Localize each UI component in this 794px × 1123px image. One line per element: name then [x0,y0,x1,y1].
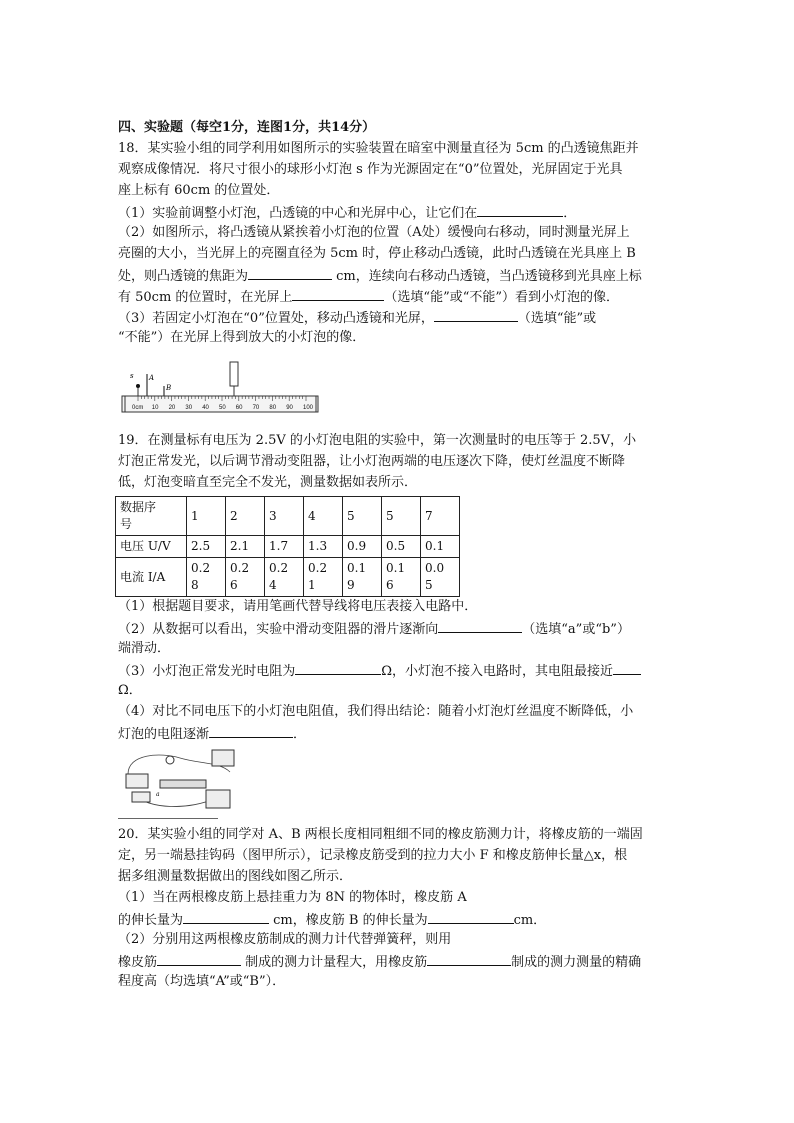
table-cell [304,558,343,597]
q18-text-c: 有 50cm 的位置时，在光屏上 [118,290,293,305]
ruler-label: 20 [168,405,176,411]
cell-bottom: 6 [230,578,238,592]
table-cell: 5 [343,497,382,536]
q20-blank-1[interactable] [183,910,269,924]
q19-text-d: Ω，小灯泡不接入电路时，其电阻最接近 [381,664,614,679]
q18-part-2-line-4 [118,287,619,307]
q18-part-1 [118,203,576,223]
q19-part-4-line-1: （4）对比不同电压下的小灯泡电阻值，我们得出结论：随着小灯泡灯丝温度不断降低，小 [118,704,634,719]
table-cell: 3 [265,497,304,536]
table-cell: 4 [304,497,343,536]
q19-text-c: （3）小灯泡正常发光时电阻为 [118,664,296,679]
q18-blank-4[interactable] [434,308,518,322]
q20-text-e: 制成的测力计量程大，用橡皮筋 [241,955,428,970]
ruler-label: 80 [269,405,277,411]
label-a: A [149,374,155,382]
q20-text-c: cm． [513,913,547,928]
q18-text-d: （选填“能”或“不能”）看到小灯泡的像． [384,290,620,305]
q20-blank-2[interactable] [428,910,514,924]
divider [118,818,218,819]
q18-part-3-line-2: “不能”）在光屏上得到放大的小灯泡的像． [118,330,366,345]
table-cell [343,558,382,597]
cell-top: 0.2 [230,561,250,575]
table-cell [265,558,304,597]
q18-part-2-line-3 [118,266,642,286]
table-cell: 1 [187,497,226,536]
table-cell [187,558,226,597]
cell-top: 0.0 [425,561,445,575]
table-header-cell [116,497,187,536]
table-row-label: 电流 I/A [116,558,187,597]
q18-line-3: 座上标有 60cm 的位置处． [118,183,280,198]
ruler-label: 10 [151,405,159,411]
q19-line-3: 低，灯泡变暗直至完全不发光，测量数据如表所示． [118,475,418,490]
cell-top: 0.2 [308,561,328,575]
q18-part-2-line-1: （2）如图所示，将凸透镜从紧挨着小灯泡的位置（A处）缓慢向右移动，同时测量光屏上 [118,225,630,240]
q19-text-a: （2）从数据可以看出，实验中滑动变阻器的滑片逐渐向 [118,622,439,637]
cell-bottom: 1 [308,578,316,592]
table-cell: 5 [382,497,421,536]
q19-blank-1[interactable] [438,619,522,633]
table-cell: 0.5 [382,536,421,558]
q19-part-3-line-2: Ω． [118,683,142,698]
q18-text-a: 处，则凸透镜的焦距为 [118,269,249,284]
light-screen [230,362,238,386]
cell-top: 0.1 [347,561,367,575]
circuit-figure [120,744,238,816]
light-bulb-icon [136,384,140,388]
table-row-voltage [116,536,460,558]
q19-part-3-line-1 [118,661,641,681]
label-b: B [166,384,172,392]
ruler-label: 40 [202,405,209,411]
q18-text-e: （3）若固定小灯泡在“0”位置处，移动凸透镜和光屏， [118,311,434,326]
q19-part-2-line-1 [118,619,630,639]
ruler-label: 0cm [132,405,144,411]
label-s: s [130,372,134,380]
header-line-1: 数据序 [120,500,157,514]
q19-part-4-line-2 [118,724,306,744]
q20-text-b: cm，橡皮筋 B 的伸长量为 [269,913,428,928]
optical-bench-figure [120,356,320,416]
voltmeter-icon [212,750,234,766]
q19-blank-2[interactable] [295,661,381,675]
table-cell: 7 [421,497,460,536]
q18-text-f: （选填“能”或 [517,311,597,326]
rheostat-icon [160,780,206,788]
cell-bottom: 8 [191,578,199,592]
q20-blank-4[interactable] [427,952,511,966]
cell-bottom: 5 [425,578,433,592]
cell-bottom: 6 [386,578,394,592]
cell-top: 0.1 [386,561,406,575]
q19-line-2: 灯泡正常发光，以后调节滑动变阻器，让小灯泡两端的电压逐次下降，使灯丝温度不断降 [118,454,626,469]
table-cell: 1.7 [265,536,304,558]
table-cell [421,558,460,597]
header-line-2: 号 [120,517,133,531]
table-cell [382,558,421,597]
table-cell: 0.1 [421,536,460,558]
q18-part-1-text: （1）实验前调整小灯泡，凸透镜的中心和光屏中心，让它们在 [118,206,478,221]
q18-part-3-line-1 [118,308,596,328]
section-title: 四、实验题（每空1分，连图1分，共14分） [118,120,376,135]
q18-line-2: 观察成像情况．将尺寸很小的球形小灯泡 s 作为光源固定在“0”位置处，光屏固定于光具 [118,162,623,177]
q18-part-1-end: ． [563,206,577,221]
q20-part-1-line-1: （1）当在两根橡皮筋上悬挂重力为 8N 的物体时，橡皮筋 A [118,890,467,905]
ruler-label: 70 [252,405,260,411]
table-row-seq [116,497,460,536]
q19-text-b: （选填“a”或“b”） [522,622,630,637]
q18-blank-1[interactable] [477,203,563,217]
q19-part-1: （1）根据题目要求，请用笔画代替导线将电压表接入电路中． [118,599,478,614]
q19-blank-3[interactable] [613,661,641,675]
table-row-label: 电压 U/V [116,536,187,558]
table-cell: 2.5 [187,536,226,558]
cell-bottom: 9 [347,578,355,592]
battery-icon [126,774,148,788]
bulb-icon [166,756,174,764]
table-row-current [116,558,460,597]
q19-line-1: 19．在测量标有电压为 2.5V 的小灯泡电阻的实验中，第一次测量时的电压等于 2.5V，小 [118,433,637,448]
ammeter-icon [206,790,230,808]
table-cell [226,558,265,597]
q19-text-e: 灯泡的电阻逐渐 [118,727,210,742]
table-cell: 2.1 [226,536,265,558]
q19-text-f: ． [293,727,307,742]
q20-text-d: 橡皮筋 [118,955,158,970]
q20-part-2-line-3: 程度高（均选填“A”或“B”）． [118,974,286,989]
table-cell: 1.3 [304,536,343,558]
table-cell: 0.9 [343,536,382,558]
ruler-label: 50 [219,405,226,411]
q18-text-b: cm，连续向右移动凸透镜，当凸透镜移到光具座上标 [332,269,642,284]
switch-icon [132,792,150,802]
q18-line-1: 18．某实验小组的同学利用如图所示的实验装置在暗室中测量直径为 5cm 的凸透镜焦距并 [118,141,639,156]
q18-part-2-line-2: 亮圈的大小，当光屏上的亮圈直径为 5cm 时，停止移动凸透镜，此时凸透镜在光具座上 B [118,246,636,261]
ruler-label: 100 [303,405,314,411]
q20-text-a: 的伸长量为 [118,913,184,928]
label-a: a [156,791,160,798]
q20-line-1: 20．某实验小组的同学对 A、B 两根长度相同粗细不同的橡皮筋测力计，将橡皮筋的一端固 [118,827,643,842]
cell-top: 0.2 [191,561,211,575]
q19-blank-4[interactable] [209,724,293,738]
q20-line-3: 据多组测量数据做出的图线如图乙所示． [118,869,353,884]
q20-blank-3[interactable] [157,952,241,966]
q20-line-2: 定，另一端悬挂钩码（图甲所示），记录橡皮筋受到的拉力大小 F 和橡皮筋伸长量△x，根 [118,848,628,863]
q20-part-2-line-2 [118,952,641,972]
cell-top: 0.2 [269,561,289,575]
table-cell: 2 [226,497,265,536]
q19-part-2-line-2: 端滑动． [118,641,171,656]
ruler-label: 60 [235,405,243,411]
ruler-label: 90 [286,405,293,411]
data-table [115,496,460,597]
q18-blank-2[interactable] [248,266,332,280]
q20-part-1-line-2 [118,910,546,930]
q20-part-2-line-1: （2）分别用这两根橡皮筋制成的测力计代替弹簧秤，则用 [118,932,452,947]
q20-text-f: 制成的测力测量的精确 [511,955,642,970]
ruler-label: 30 [185,405,193,411]
cell-bottom: 4 [269,578,277,592]
q18-blank-3[interactable] [292,287,384,301]
